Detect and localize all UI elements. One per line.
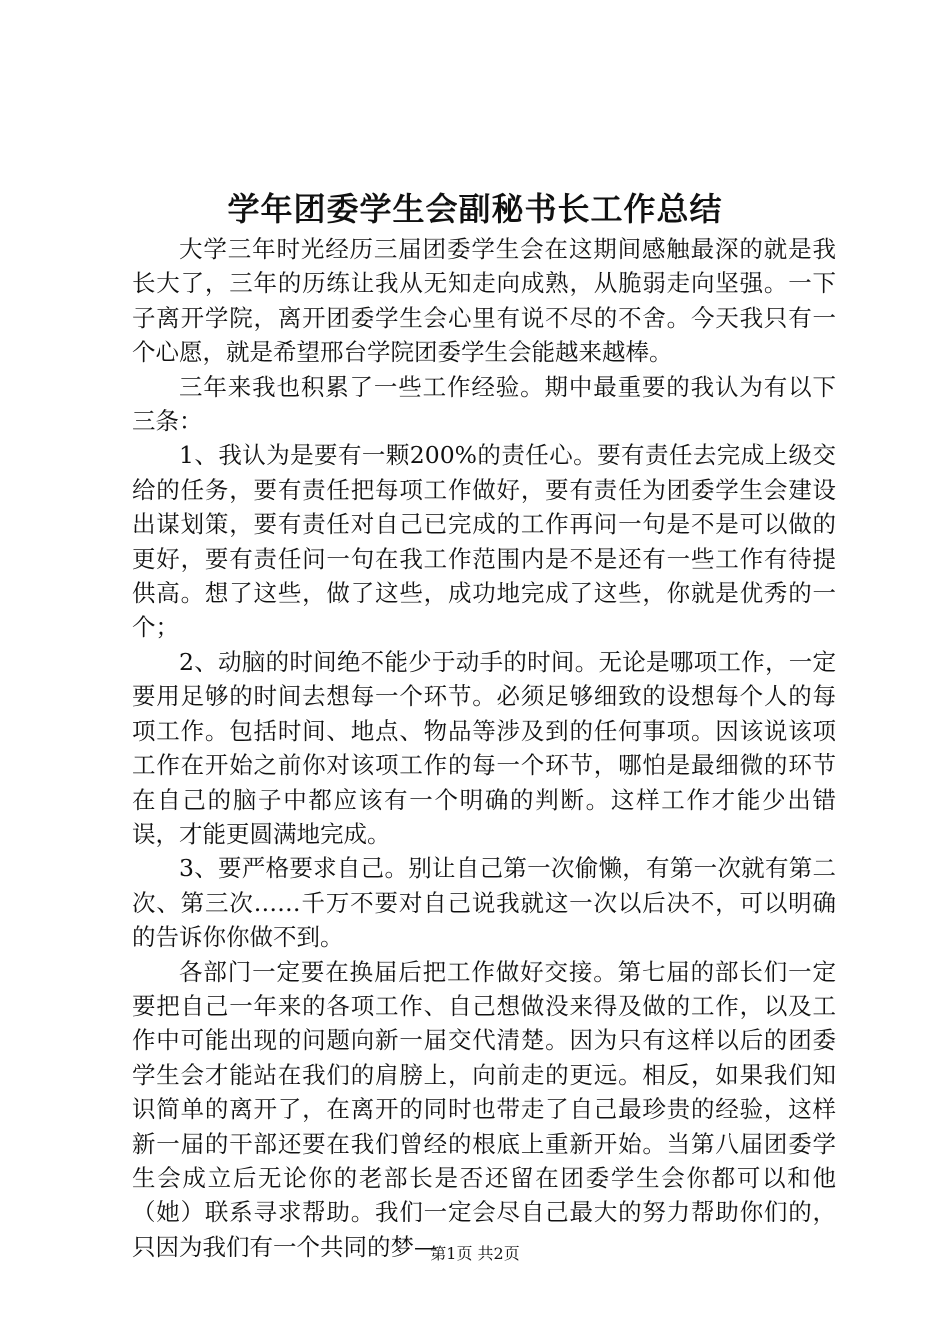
- page-number-footer: 第1页 共2页: [430, 1244, 520, 1263]
- document-title: 学年团委学生会副秘书长工作总结: [227, 190, 723, 228]
- document-body: [132, 232, 836, 1264]
- paragraph-point-1: 1、我认为是要有一颗200%的责任心。要有责任去完成上级交给的任务，要有责任把每项工作做好，要有责任为团委学生会建设出谋划策，要有责任对自己已完成的工作再问一句是不是可以做的更好，要有责任问一句在我工作范围内是不是还有一些工作有待提供高。想了这些，做了这些，成功地完成了这些，你就是优秀的一个；: [132, 441, 836, 642]
- paragraph-point-3: 3、要严格要求自己。别让自己第一次偷懒，有第一次就有第二次、第三次……千万不要对自己说我就这一次以后决不，可以明确的告诉你你做不到。: [132, 854, 836, 952]
- paragraph-experience-intro: 三年来我也积累了一些工作经验。期中最重要的我认为有以下三条：: [132, 372, 836, 436]
- paragraph-handover: 各部门一定要在换届后把工作做好交接。第七届的部长们一定要把自己一年来的各项工作、自己想做没来得及做的工作，以及工作中可能出现的问题向新一届交代清楚。因为只有这样以后的团委学生会才能站在我们的肩膀上，向前走的更远。相反，如果我们知识简单的离开了，在离开的同时也带走了自己最珍贵的经验，这样新一届的干部还要在我们曾经的根底上重新开始。当第八届团委学生会成立后无论你的老部长是否还留在团委学生会你都可以和他（她）联系寻求帮助。我们一定会尽自己最大的努力帮助你们的，只因为我们有一个共同的梦—: [132, 957, 836, 1261]
- paragraph-intro: 大学三年时光经历三届团委学生会在这期间感触最深的就是我长大了，三年的历练让我从无知走向成熟，从脆弱走向坚强。一下子离开学院，离开团委学生会心里有说不尽的不舍。今天我只有一个心愿，就是希望邢台学院团委学生会能越来越棒。: [132, 235, 836, 367]
- paragraph-point-2: 2、动脑的时间绝不能少于动手的时间。无论是哪项工作，一定要用足够的时间去想每一个环节。必须足够细致的设想每个人的每项工作。包括时间、地点、物品等涉及到的任何事项。因该说该项工作在开始之前你对该项工作的每一个环节，哪怕是最细微的环节在自己的脑子中都应该有一个明确的判断。这样工作才能少出错误，才能更圆满地完成。: [132, 647, 836, 848]
